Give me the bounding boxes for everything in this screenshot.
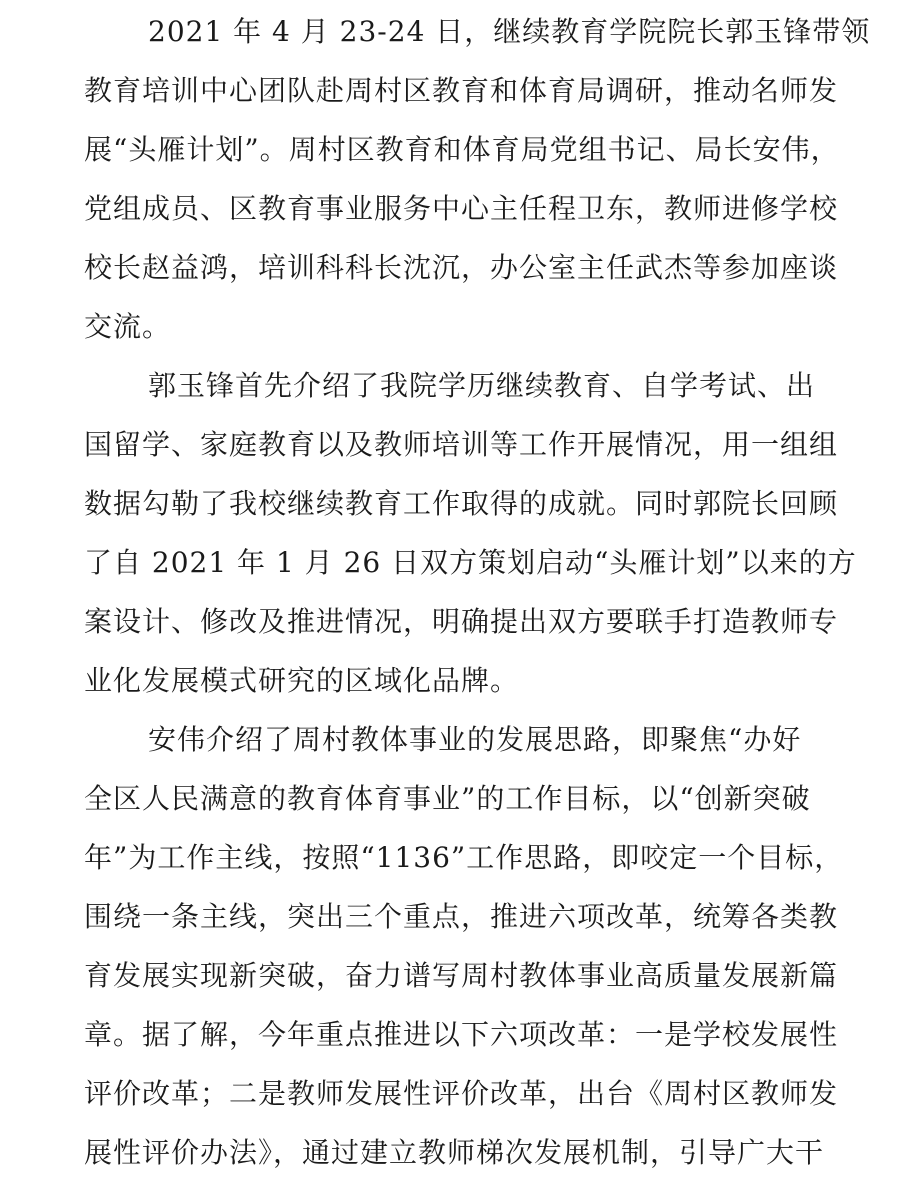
paragraph-1-line-2: 教育培训中心团队赴周村区教育和体育局调研，推动名师发 bbox=[84, 74, 839, 107]
paragraph-2-line-3: 数据勾勒了我校继续教育工作取得的成就。同时郭院长回顾 bbox=[84, 487, 839, 520]
paragraph-2-line-6: 业化发展模式研究的区域化品牌。 bbox=[84, 664, 520, 697]
paragraph-3-line-4: 围绕一条主线，突出三个重点，推进六项改革，统筹各类教 bbox=[84, 900, 839, 933]
paragraph-3-line-5: 育发展实现新突破，奋力谱写周村教体事业高质量发展新篇 bbox=[84, 959, 839, 992]
paragraph-3-line-3: 年”为工作主线，按照“1136”工作思路，即咬定一个目标， bbox=[84, 841, 844, 874]
paragraph-1-line-6: 交流。 bbox=[84, 310, 172, 343]
paragraph-2-line-5: 案设计、修改及推进情况，明确提出双方要联手打造教师专 bbox=[84, 605, 839, 638]
paragraph-1-line-3: 展“头雁计划”。周村区教育和体育局党组书记、局长安伟， bbox=[84, 133, 840, 166]
paragraph-3-line-1: 安伟介绍了周村教体事业的发展思路，即聚焦“办好 bbox=[148, 723, 802, 756]
paragraph-2-line-2: 国留学、家庭教育以及教师培训等工作开展情况，用一组组 bbox=[84, 428, 839, 461]
paragraph-3-line-7: 评价改革；二是教师发展性评价改革，出台《周村区教师发 bbox=[84, 1077, 839, 1110]
paragraph-2-line-4: 了自 2021 年 1 月 26 日双方策划启动“头雁计划”以来的方 bbox=[84, 546, 857, 579]
paragraph-2-line-1: 郭玉锋首先介绍了我院学历继续教育、自学考试、出 bbox=[148, 369, 816, 402]
paragraph-1-line-1: 2021 年 4 月 23-24 日，继续教育学院院长郭玉锋带领 bbox=[148, 15, 871, 48]
paragraph-3-line-2: 全区人民满意的教育体育事业”的工作目标，以“创新突破 bbox=[84, 782, 811, 815]
paragraph-1-line-4: 党组成员、区教育事业服务中心主任程卫东，教师进修学校 bbox=[84, 192, 839, 225]
paragraph-1-line-5: 校长赵益鸿，培训科科长沈沉，办公室主任武杰等参加座谈 bbox=[84, 251, 839, 284]
paragraph-3-line-6: 章。据了解，今年重点推进以下六项改革：一是学校发展性 bbox=[84, 1018, 839, 1051]
paragraph-3-line-8: 展性评价办法》，通过建立教师梯次发展机制，引导广大干 bbox=[84, 1136, 825, 1169]
